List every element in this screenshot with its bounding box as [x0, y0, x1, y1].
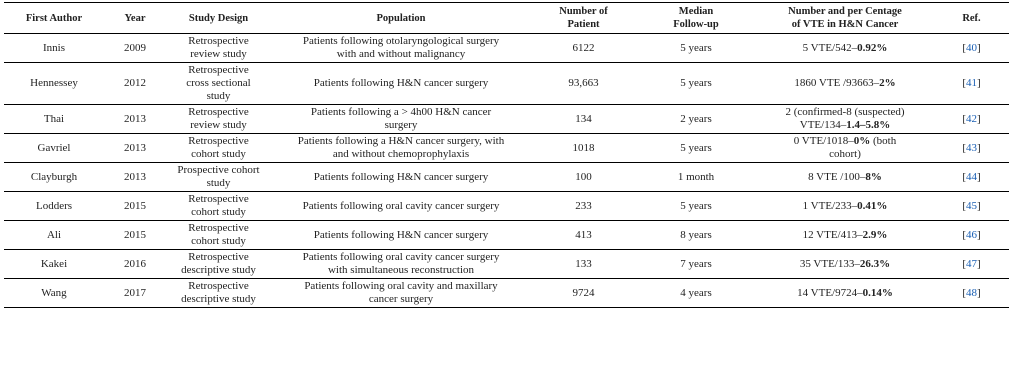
cell-year: 2013: [104, 163, 166, 192]
cell-population: [271, 63, 531, 105]
cell-author: Clayburgh: [4, 163, 104, 192]
header-study-design: [166, 3, 271, 34]
cell-year: 2016: [104, 250, 166, 279]
cell-patients: 413: [531, 221, 636, 250]
vte-text: 14 VTE/9724–: [797, 286, 863, 299]
cell-study-design: [166, 63, 271, 105]
cell-population: [271, 250, 531, 279]
study-design-line: Retrospective: [188, 135, 249, 147]
table-row: [4, 105, 1009, 134]
cell-ref: [40]: [934, 34, 1009, 63]
cell-vte: [756, 163, 934, 192]
cell-follow-up: 5 years: [636, 34, 756, 63]
cell-patients: 6122: [531, 34, 636, 63]
population-line: with simultaneous reconstruction: [327, 264, 475, 276]
header-year: [104, 3, 166, 34]
cell-population: [271, 192, 531, 221]
population-line: Patients following H&N cancer surgery: [313, 77, 489, 89]
cell-vte: [756, 63, 934, 105]
study-design-line: study: [206, 177, 231, 189]
cell-author: Innis: [4, 34, 104, 63]
cell-population: [271, 221, 531, 250]
population-line: Patients following H&N cancer surgery: [313, 170, 489, 183]
cell-ref: [41]: [934, 63, 1009, 105]
vte-text: 35 VTE/133–: [799, 257, 860, 270]
cell-study-design: [166, 192, 271, 221]
cell-patients: 93,663: [531, 63, 636, 105]
table-row: [4, 279, 1009, 308]
reference-link[interactable]: 44: [966, 170, 977, 183]
reference-link[interactable]: 45: [966, 199, 977, 212]
header-median-follow-up-line: Follow-up: [673, 19, 719, 30]
study-design-line: cross sectional: [186, 77, 251, 89]
table-body: [4, 34, 1009, 308]
vte-text: 0 VTE/1018–: [793, 135, 854, 147]
cell-population: [271, 105, 531, 134]
cell-study-design: [166, 105, 271, 134]
cell-vte: [756, 221, 934, 250]
cell-ref: [42]: [934, 105, 1009, 134]
header-ref-line: Ref.: [962, 12, 981, 24]
cell-author: Kakei: [4, 250, 104, 279]
table-row: [4, 192, 1009, 221]
study-design-line: Retrospective: [188, 222, 249, 234]
cell-author: Hennessey: [4, 63, 104, 105]
cell-vte: [756, 279, 934, 308]
vte-percentage: 2.9%: [862, 228, 888, 241]
cell-study-design: [166, 134, 271, 163]
cell-author: Wang: [4, 279, 104, 308]
header-number-of-patient-line: Number of: [559, 6, 608, 17]
study-design-line: cohort study: [191, 206, 246, 218]
cell-vte: [756, 34, 934, 63]
population-line: Patients following H&N cancer surgery: [313, 228, 489, 241]
vte-percentage: 0.14%: [862, 286, 893, 299]
study-design-line: review study: [190, 48, 247, 60]
header-vte-count-percentage: [756, 3, 934, 34]
cell-year: 2013: [104, 134, 166, 163]
study-design-line: descriptive study: [181, 264, 256, 276]
cell-patients: 133: [531, 250, 636, 279]
study-design-line: review study: [190, 119, 247, 131]
cell-follow-up: 1 month: [636, 163, 756, 192]
cell-author: Lodders: [4, 192, 104, 221]
reference-link[interactable]: 43: [966, 141, 977, 154]
cell-population: [271, 279, 531, 308]
population-line: Patients following a > 4h00 H&N cancer: [310, 106, 492, 118]
table-row: [4, 134, 1009, 163]
vte-percentage: 1.4–5.8%: [846, 119, 891, 131]
vte-text: cohort): [829, 148, 861, 160]
reference-link[interactable]: 48: [966, 286, 977, 299]
cell-vte: [756, 250, 934, 279]
cell-follow-up: 5 years: [636, 192, 756, 221]
study-design-line: Retrospective: [188, 106, 249, 118]
header-median-follow-up-line: Median: [678, 6, 714, 17]
cell-follow-up: 4 years: [636, 279, 756, 308]
vte-text: 1860 VTE /93663–: [794, 77, 880, 89]
cell-year: 2012: [104, 63, 166, 105]
cell-patients: 134: [531, 105, 636, 134]
cell-study-design: [166, 279, 271, 308]
reference-link[interactable]: 41: [966, 77, 977, 89]
header-vte-count-percentage-line: of VTE in H&N Cancer: [791, 19, 899, 30]
population-line: with and without malignancy: [336, 48, 466, 60]
table-row: [4, 63, 1009, 105]
cell-ref: [43]: [934, 134, 1009, 163]
vte-text: 2 (confirmed-8 (suspected): [785, 106, 905, 118]
vte-text: 12 VTE/413–: [802, 228, 863, 241]
reference-link[interactable]: 40: [966, 41, 977, 54]
header-number-of-patient-line: Patient: [567, 19, 600, 30]
study-design-line: Retrospective: [188, 35, 249, 47]
population-line: and without chemoprophylaxis: [332, 148, 470, 160]
population-line: Patients following oral cavity cancer surgery: [302, 251, 500, 263]
cell-study-design: [166, 221, 271, 250]
cell-patients: 233: [531, 192, 636, 221]
cell-follow-up: 7 years: [636, 250, 756, 279]
cell-year: 2015: [104, 192, 166, 221]
study-design-line: Retrospective: [188, 193, 249, 205]
vte-percentage: 0.41%: [857, 199, 888, 212]
header-row: [4, 3, 1009, 34]
study-design-line: Prospective cohort: [177, 164, 260, 176]
cell-vte: [756, 105, 934, 134]
vte-percentage: 0.92%: [857, 41, 888, 54]
cell-ref: [46]: [934, 221, 1009, 250]
vte-text: 5 VTE/542–: [802, 41, 858, 54]
vte-studies-table: [4, 2, 1009, 308]
cell-ref: [45]: [934, 192, 1009, 221]
cell-study-design: [166, 163, 271, 192]
cell-vte: [756, 134, 934, 163]
study-design-line: Retrospective: [188, 64, 249, 76]
population-line: Patients following otolaryngological surgery: [302, 35, 500, 47]
cell-author: Gavriel: [4, 134, 104, 163]
population-line: surgery: [384, 119, 418, 131]
study-design-line: cohort study: [191, 235, 246, 247]
population-line: Patients following a H&N cancer surgery, with: [297, 135, 505, 147]
table-row: [4, 34, 1009, 63]
cell-author: Thai: [4, 105, 104, 134]
header-first-author: [4, 3, 104, 34]
cell-patients: 1018: [531, 134, 636, 163]
cell-year: 2017: [104, 279, 166, 308]
study-design-line: study: [206, 90, 231, 102]
cell-population: [271, 163, 531, 192]
cell-patients: 9724: [531, 279, 636, 308]
header-first-author-line: First Author: [25, 12, 83, 24]
study-design-line: cohort study: [191, 148, 246, 160]
header-study-design-line: Study Design: [188, 12, 249, 24]
vte-percentage: 0%: [853, 135, 871, 147]
cell-ref: [47]: [934, 250, 1009, 279]
study-design-line: Retrospective: [188, 280, 249, 292]
vte-text: 8 VTE /100–: [808, 170, 866, 183]
reference-link[interactable]: 47: [966, 257, 977, 270]
cell-ref: [44]: [934, 163, 1009, 192]
population-line: Patients following oral cavity and maxillary: [304, 280, 498, 292]
header-median-follow-up: [636, 3, 756, 34]
vte-text: VTE/134–: [799, 119, 847, 131]
reference-link[interactable]: 42: [966, 112, 977, 125]
cell-ref: [48]: [934, 279, 1009, 308]
cell-year: 2013: [104, 105, 166, 134]
reference-link[interactable]: 46: [966, 228, 977, 241]
vte-text: 1 VTE/233–: [802, 199, 858, 212]
header-population: [271, 3, 531, 34]
header-number-of-patient: [531, 3, 636, 34]
cell-vte: [756, 192, 934, 221]
cell-year: 2015: [104, 221, 166, 250]
cell-follow-up: 2 years: [636, 105, 756, 134]
table-row: [4, 163, 1009, 192]
cell-follow-up: 8 years: [636, 221, 756, 250]
population-line: Patients following oral cavity cancer surgery: [302, 199, 500, 212]
population-line: cancer surgery: [368, 293, 434, 305]
study-design-line: Retrospective: [188, 251, 249, 263]
vte-text: (both: [870, 135, 897, 147]
header-ref: [934, 3, 1009, 34]
header-vte-count-percentage-line: Number and per Centage: [788, 6, 902, 17]
cell-study-design: [166, 250, 271, 279]
cell-author: Ali: [4, 221, 104, 250]
study-design-line: descriptive study: [181, 293, 256, 305]
cell-population: [271, 34, 531, 63]
vte-percentage: 8%: [865, 170, 882, 183]
vte-percentage: 26.3%: [859, 257, 891, 270]
header-year-line: Year: [124, 12, 146, 24]
cell-follow-up: 5 years: [636, 63, 756, 105]
vte-percentage: 2%: [879, 77, 896, 89]
cell-population: [271, 134, 531, 163]
table-row: [4, 250, 1009, 279]
cell-follow-up: 5 years: [636, 134, 756, 163]
header-population-line: Population: [376, 12, 426, 24]
cell-study-design: [166, 34, 271, 63]
table-row: [4, 221, 1009, 250]
cell-patients: 100: [531, 163, 636, 192]
cell-year: 2009: [104, 34, 166, 63]
